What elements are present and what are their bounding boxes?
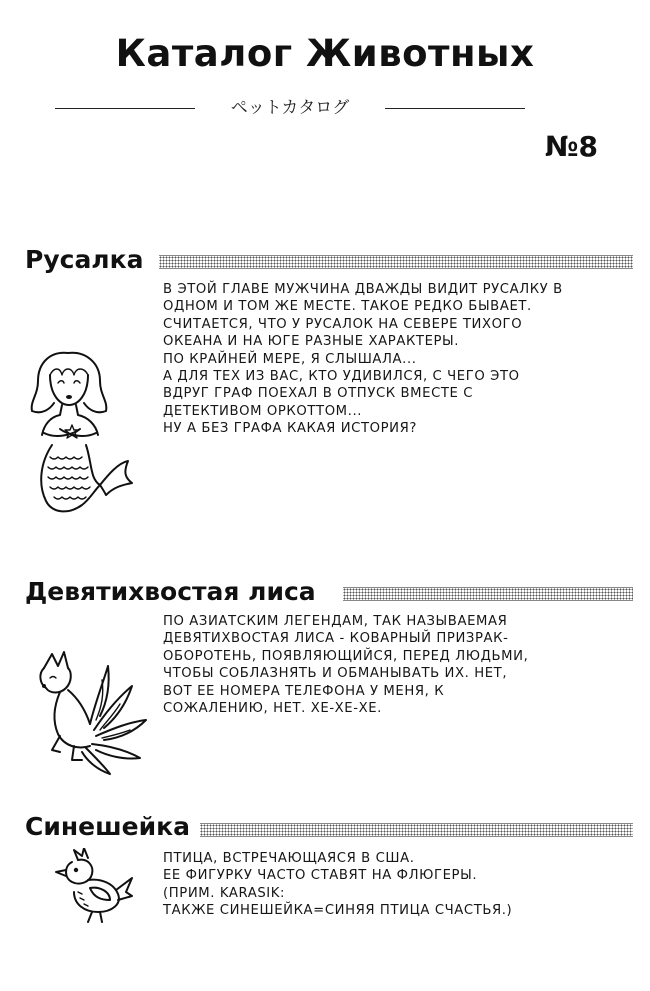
text-line: ПО АЗИАТСКИМ ЛЕГЕНДАМ, ТАК НАЗЫВАЕМАЯ [163,614,508,629]
text-line: ПО КРАЙНЕЙ МЕРЕ, Я СЛЫШАЛА... [163,351,417,367]
fox-icon [30,650,155,775]
text-line: ЕЕ ФИГУРКУ ЧАСТО СТАВЯТ НА ФЛЮГЕРЫ. [163,868,478,884]
mermaid-illustration [20,345,140,520]
subtitle-row [55,96,525,120]
text-line: ВДРУГ ГРАФ ПОЕХАЛ В ОТПУСК ВМЕСТЕ С [163,386,474,402]
text-line: (ПРИМ. KARASIK: [163,885,286,901]
section-text-fox [163,613,528,717]
mermaid-icon [20,345,140,520]
fox-illustration [30,650,155,775]
text-line: НУ А БЕЗ ГРАФА КАКАЯ ИСТОРИЯ? [163,421,417,437]
section-divider-bluebird [200,823,633,837]
section-heading-bluebird: Синешейка [25,812,190,841]
bird-icon [52,848,134,923]
text-line: ОКЕАНА И НА ЮГЕ РАЗНЫЕ ХАРАКТЕРЫ. [163,334,460,350]
text-line: В ЭТОЙ ГЛАВЕ МУЖЧИНА ДВАЖДЫ ВИДИТ РУСАЛКУ В [163,282,563,297]
bluebird-illustration [52,848,134,923]
subtitle-rule-right [385,108,525,109]
text-line: А ДЛЯ ТЕХ ИЗ ВАС, КТО УДИВИЛСЯ, С ЧЕГО ЭТО [163,369,520,385]
text-line: ОБОРОТЕНЬ, ПОЯВЛЯЮЩИЙСЯ, ПЕРЕД ЛЮДЬМИ, [163,648,529,664]
section-text-bluebird [163,850,512,920]
page-title: Каталог Животных [115,32,535,75]
section-divider-fox [343,587,633,601]
subtitle-rule-left [55,108,195,109]
text-line: СОЖАЛЕНИЮ, НЕТ. ХЕ-ХЕ-ХЕ. [163,701,382,717]
text-line: ДЕТЕКТИВОМ ОРКОТТОМ... [163,403,363,419]
text-line: СЧИТАЕТСЯ, ЧТО У РУСАЛОК НА СЕВЕРЕ ТИХОГО [163,316,523,332]
section-text-mermaid [163,281,563,438]
section-heading-fox: Девятихвостая лиса [25,577,316,606]
page-subtitle: ペットカタログ [230,98,350,118]
text-line: ОДНОМ И ТОМ ЖЕ МЕСТЕ. ТАКОЕ РЕДКО БЫВАЕТ. [163,299,532,315]
section-heading-mermaid: Русалка [25,245,144,274]
issue-number: №8 [544,130,598,163]
text-line: ЧТОБЫ СОБЛАЗНЯТЬ И ОБМАНЫВАТЬ ИХ. НЕТ, [163,666,508,682]
section-divider-mermaid [159,255,633,269]
text-line: ПТИЦА, ВСТРЕЧАЮЩАЯСЯ В США. [163,851,415,866]
text-line: ТАКЖЕ СИНЕШЕЙКА=СИНЯЯ ПТИЦА СЧАСТЬЯ.) [163,903,513,919]
text-line: ВОТ ЕЕ НОМЕРА ТЕЛЕФОНА У МЕНЯ, К [163,683,445,699]
text-line: ДЕВЯТИХВОСТАЯ ЛИСА - КОВАРНЫЙ ПРИЗРАК- [163,631,509,647]
